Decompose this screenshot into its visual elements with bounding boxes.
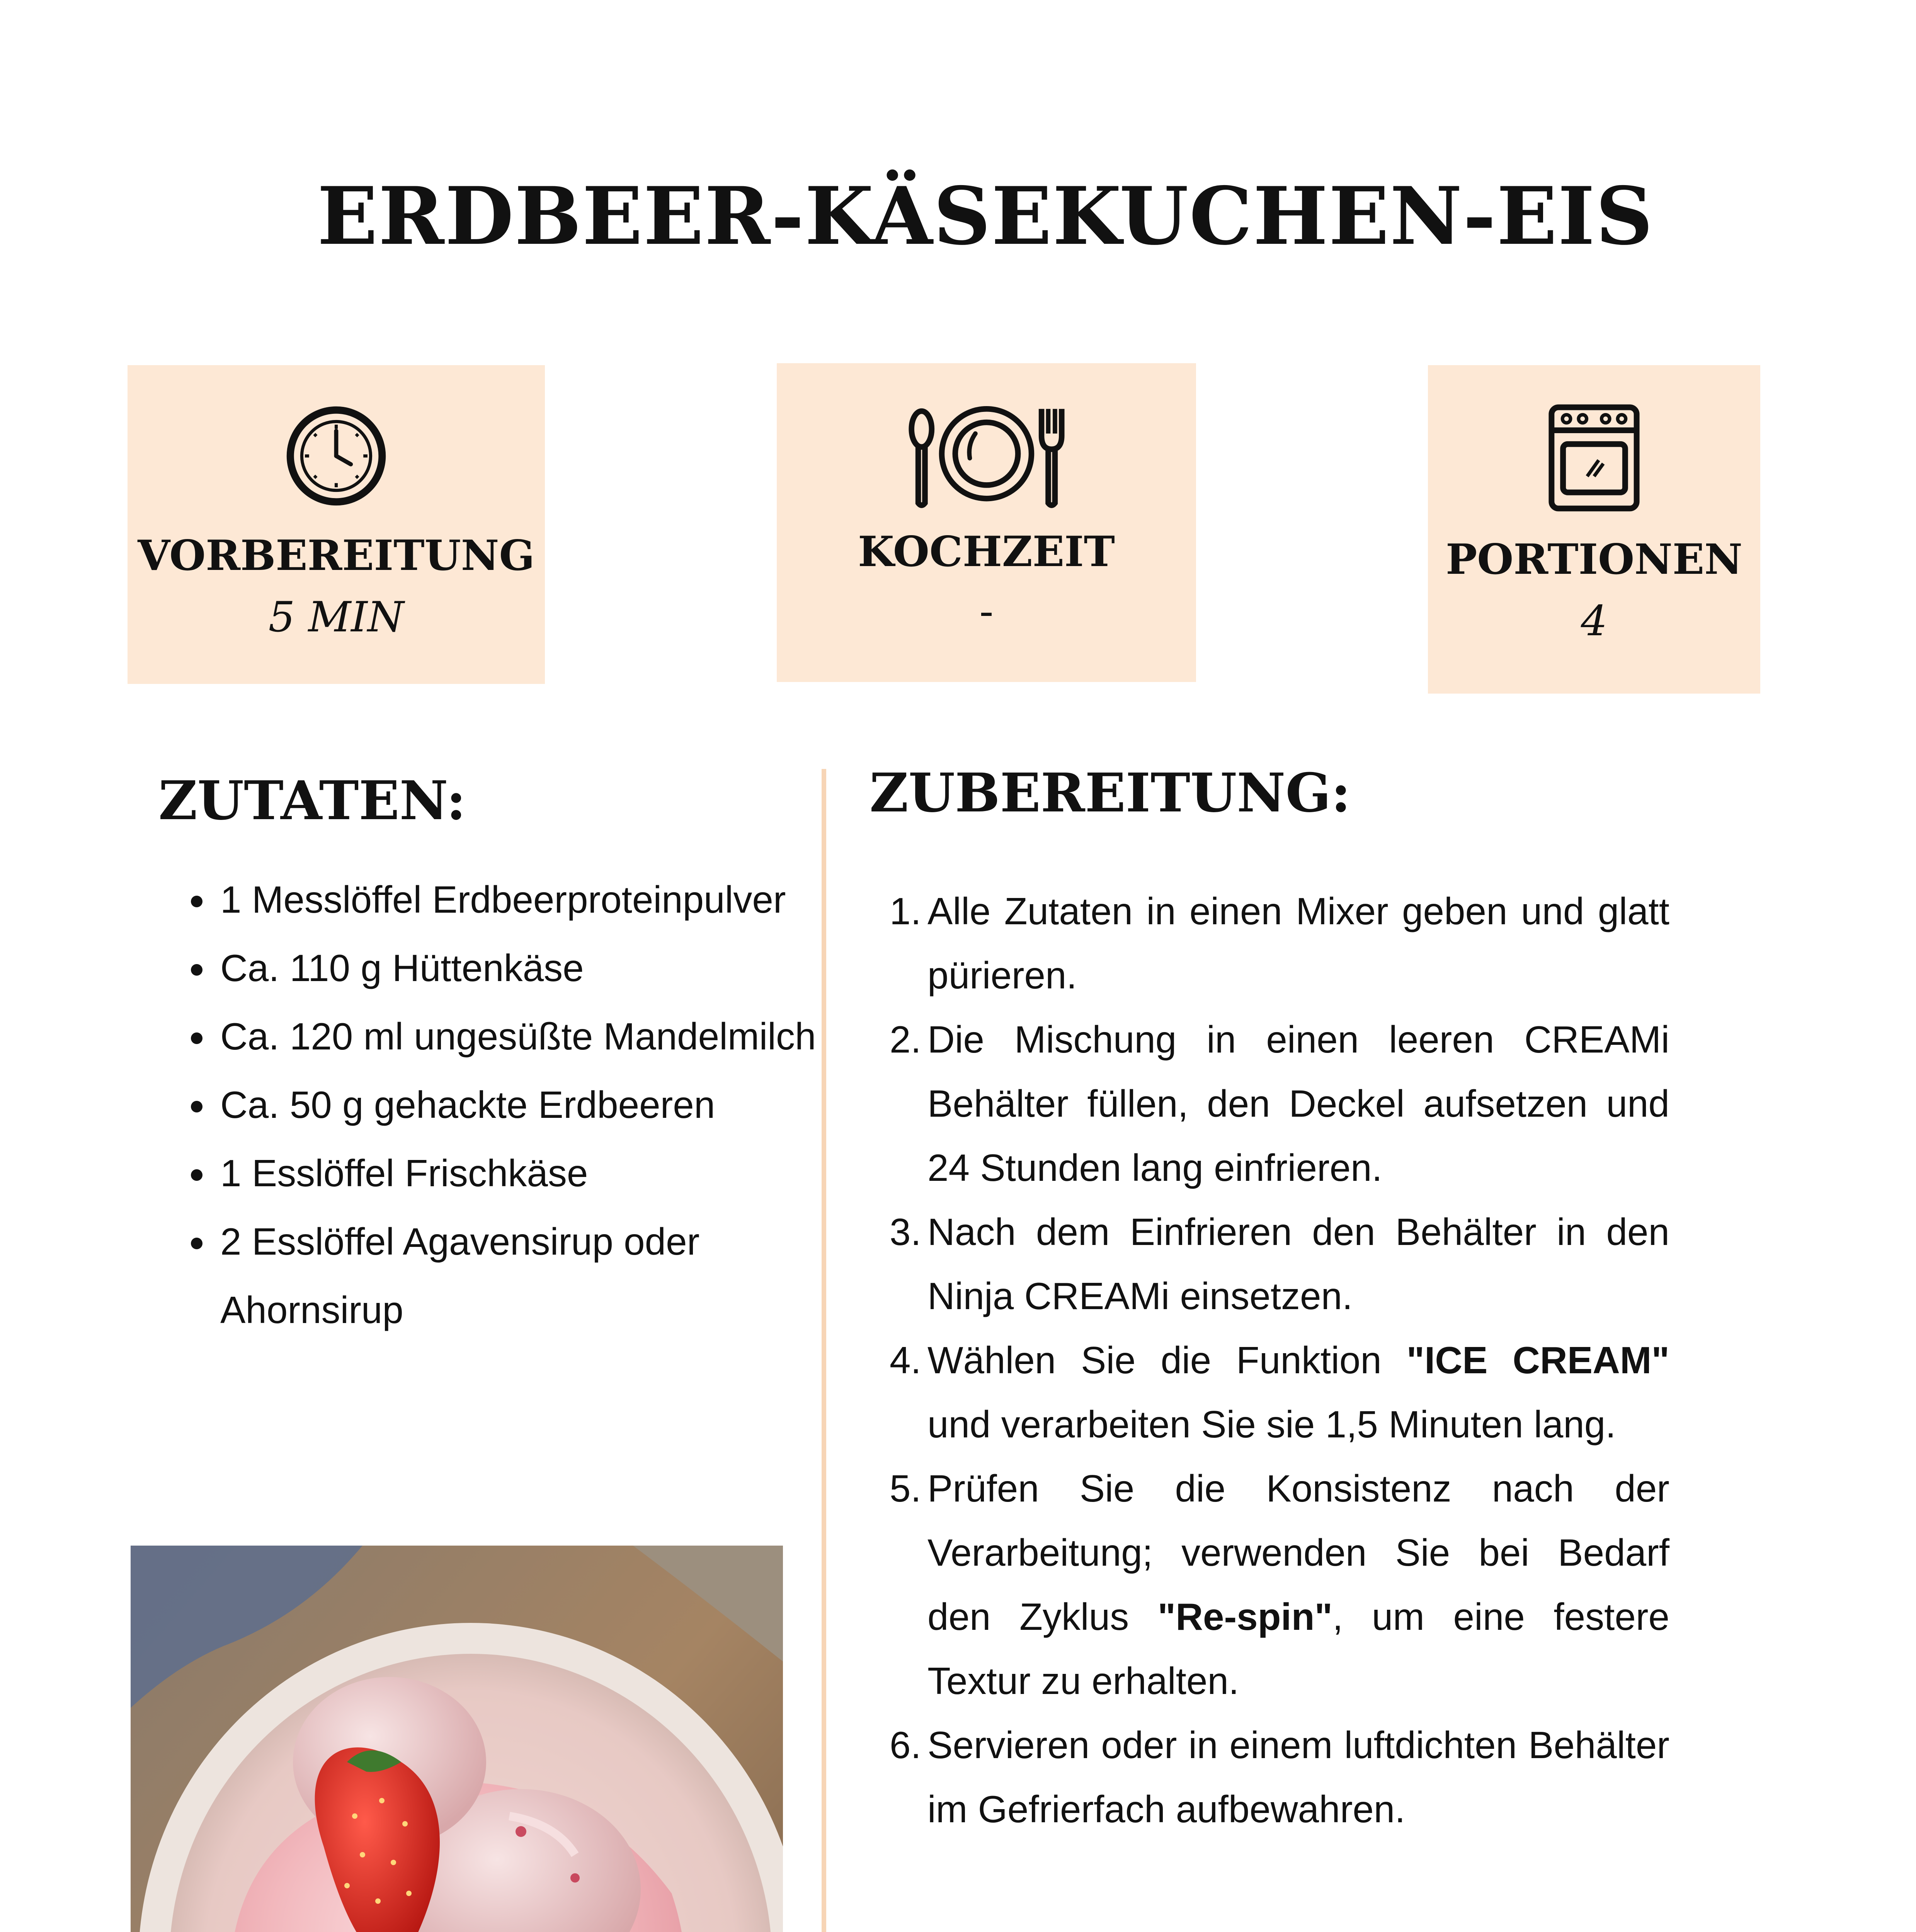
- servings-label: PORTIONEN: [1446, 535, 1742, 584]
- step-text: Alle Zutaten in einen Mixer geben und glatt pürieren.: [927, 890, 1669, 997]
- step-text: , um eine festere Textur zu erhalten.: [927, 1595, 1669, 1702]
- cook-value: -: [979, 587, 994, 636]
- list-item: • 1 Messlöffel Erdbeerproteinpulver: [216, 866, 854, 934]
- step-text: Servieren oder in einem luftdichten Behälter im Gefrierfach aufbewahren.: [927, 1724, 1669, 1830]
- step-cycle-name: "Re-spin": [1157, 1595, 1333, 1638]
- list-item: • Ca. 110 g Hüttenkäse: [216, 934, 854, 1002]
- cook-time-card: [777, 363, 1196, 682]
- clock-icon: [284, 404, 388, 508]
- ice-cream-photo: [131, 1546, 783, 1932]
- plate-cutlery-icon: [902, 400, 1072, 512]
- cook-label: KOCHZEIT: [858, 527, 1115, 576]
- list-item: [881, 1200, 1669, 1328]
- ingredients-heading: ZUTATEN:: [158, 769, 466, 832]
- step-text: Wählen Sie die Funktion: [927, 1339, 1407, 1381]
- preparation-heading: ZUBEREITUNG:: [870, 761, 1351, 824]
- step-text: Nach dem Einfrieren den Behälter in den Ninja CREAMi einsetzen.: [927, 1211, 1669, 1317]
- list-item: • 2 Esslöffel Agavensirup oder Ahornsirup: [216, 1208, 854, 1344]
- preparation-steps: [881, 879, 1669, 1841]
- list-item: • Ca. 120 ml ungesüßte Mandelmilch: [216, 1002, 854, 1071]
- step-number: 6.: [890, 1724, 921, 1766]
- servings-card: [1428, 365, 1760, 694]
- ingredients-list: [162, 866, 854, 1344]
- step-number: 5.: [890, 1467, 921, 1510]
- list-item: [881, 1328, 1669, 1456]
- oven-icon: [1546, 400, 1642, 516]
- step-function-name: "ICE CREAM": [1406, 1339, 1669, 1381]
- step-number: 3.: [890, 1211, 921, 1253]
- prep-time-card: [128, 365, 545, 684]
- step-text: Prüfen Sie die Konsistenz nach der Verarbeitung; verwenden Sie bei Bedarf den Zyklus: [927, 1467, 1669, 1638]
- column-divider: [822, 769, 826, 1932]
- prep-label: VORBEREITUNG: [138, 531, 535, 580]
- step-number: 4.: [890, 1339, 921, 1381]
- step-number: 2.: [890, 1018, 921, 1061]
- recipe-title: ERDBEER-KÄSEKUCHEN-EIS: [317, 170, 1654, 263]
- step-number: 1.: [890, 890, 921, 932]
- list-item: [881, 1007, 1669, 1200]
- list-item: [881, 879, 1669, 1007]
- list-item: • 1 Esslöffel Frischkäse: [216, 1139, 854, 1208]
- step-text: und verarbeiten Sie sie 1,5 Minuten lang.: [927, 1403, 1616, 1446]
- prep-value: 5 MIN: [268, 593, 404, 641]
- list-item: [881, 1456, 1669, 1713]
- servings-value: 4: [1581, 597, 1608, 645]
- list-item: [881, 1713, 1669, 1841]
- list-item: • Ca. 50 g gehackte Erdbeeren: [216, 1071, 854, 1139]
- step-text: Die Mischung in einen leeren CREAMi Behälter füllen, den Deckel aufsetzen und 24 Stunden lang einfrieren.: [927, 1018, 1669, 1189]
